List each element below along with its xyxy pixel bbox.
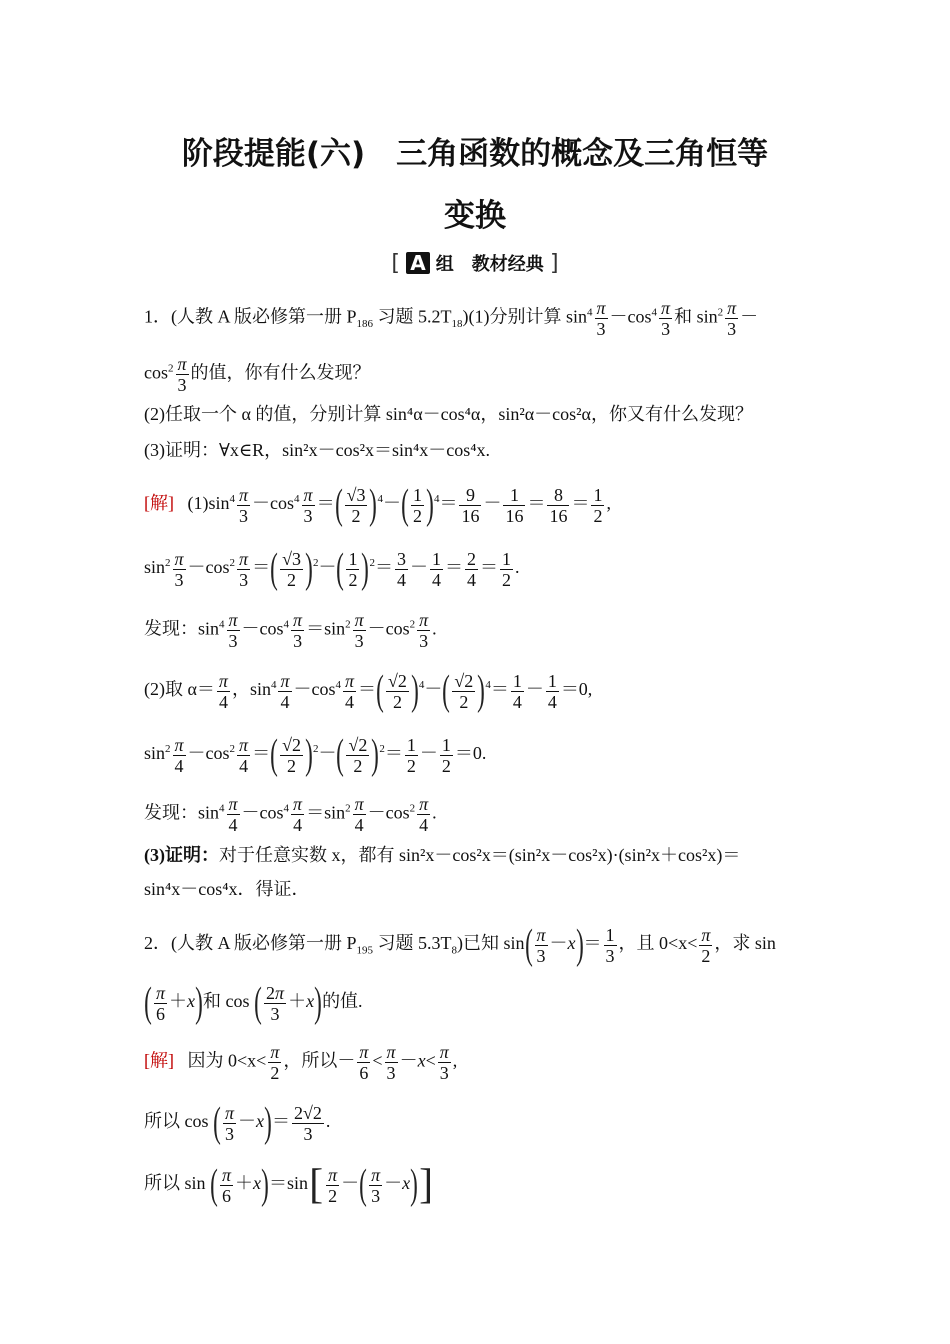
sol1-line1: [解] $(1)\sin^4$ $\frac{\pi}{3}$ $-\cos^4$ $\frac{\pi}{3}$ ＝( $\frac{√3}{2}$ )$^4$－( $\frac{1}{2}$ )$^4$＝ $\frac{9}{16}$ － $\frac{1}{16}$ ＝ $\frac{8}{16}$ ＝ $\frac{1}{2}$ , xyxy=(144,482,611,528)
solution-tag-2: [解] xyxy=(144,1050,174,1071)
sol1-discover1: 发现：$\sin^4$ $\frac{\pi}{3}$ $-\cos^4$ $\frac{\pi}{3}$ $=\sin^2$ $\frac{\pi}{3}$ $-\cos^2$ $\frac{\pi}{3}$ . xyxy=(144,610,437,651)
sol1-part2-line1: (2)取 α＝ $\frac{\pi}{4}$ ，$\sin^4$ $\frac{\pi}{4}$ $-\cos^4$ $\frac{\pi}{4}$ ＝( $\frac{√2}{2}$ )$^4$－( $\frac{√2}{2}$ )$^4$＝ $\frac{1}{4}$ － $\frac{1}{4}$ ＝0, xyxy=(144,668,593,714)
sol2-line3: 所以 sin ( $\frac{\pi}{6}$ ＋x)＝sin[ $\frac{\pi}{2}$ －( $\frac{\pi}{3}$ －x)] xyxy=(144,1162,434,1208)
page-title-line2: 变换 xyxy=(444,198,506,234)
sol2-line1: [解] 因为 0<x< $\frac{\pi}{2}$ ，所以－ $\frac{\pi}{6}$ < $\frac{\pi}{3}$ －x< $\frac{\pi}{3}$ , xyxy=(144,1042,458,1083)
group-label: 组 教材经典 xyxy=(435,254,544,275)
group-heading: [ A 组 教材经典 ] xyxy=(391,251,559,276)
solution-tag: [解] xyxy=(144,493,174,514)
group-badge: A xyxy=(406,252,429,274)
sol1-discover2: 发现：$\sin^4$ $\frac{\pi}{4}$ $-\cos^4$ $\frac{\pi}{4}$ $=\sin^2$ $\frac{\pi}{4}$ $-\cos^2$ $\frac{\pi}{4}$ . xyxy=(144,794,437,835)
q1-part3: (3)证明：∀x∈R，sin²x－cos²x＝sin⁴x－cos⁴x. xyxy=(144,440,491,460)
q2-line2: ( $\frac{\pi}{6}$ ＋x)和 cos ( $\frac{2\pi}{3}$ ＋x)的值. xyxy=(144,980,363,1026)
sol1-line2: $\sin^2$ $\frac{\pi}{3}$ $-\cos^2$ $\frac{\pi}{3}$ ＝( $\frac{√3}{2}$ )$^2$－( $\frac{1}{2}$ )$^2$＝ $\frac{3}{4}$ － $\frac{1}{4}$ ＝ $\frac{2}{4}$ ＝ $\frac{1}{2}$ . xyxy=(144,546,520,592)
q1-line1: 1．(人教 A 版必修第一册 $P_{186}$ 习题 $5.2T_{18})(1)$分别计算 $\sin^4$ $\frac{\pi}{3}$ $-\cos^4$ $\frac{\pi}{3}$ 和 $\sin^2$ $\frac{\pi}{3}$ － xyxy=(144,298,759,339)
page-title-line1: 阶段提能(六) 三角函数的概念及三角恒等 xyxy=(181,136,769,172)
sol1-part3-line1: (3)证明：对于任意实数 x，都有 sin²x－cos²x＝(sin²x－cos²x)·(sin²x＋cos²x)＝ xyxy=(144,845,741,865)
sol2-line2: 所以 cos ( $\frac{\pi}{3}$ －x)＝ $\frac{2√2}{3}$ . xyxy=(144,1100,331,1146)
sol1-part2-line2: $\sin^2$ $\frac{\pi}{4}$ $-\cos^2$ $\frac{\pi}{4}$ ＝( $\frac{√2}{2}$ )$^2$－( $\frac{√2}{2}$ )$^2$＝ $\frac{1}{2}$ － $\frac{1}{2}$ ＝0. xyxy=(144,732,487,778)
q1-part2: (2)任取一个 α 的值，分别计算 sin⁴α－cos⁴α，sin²α－cos²α，你又有什么发现？ xyxy=(144,404,753,424)
q2-line1: 2．(人教 A 版必修第一册 $P_{195}$ 习题 $5.3T_8$)已知 sin( $\frac{\pi}{3}$ －x)＝ $\frac{1}{3}$ ，且 0<x< $\frac{\pi}{2}$ ，求 sin xyxy=(144,922,776,968)
sol1-part3-line2: sin⁴x－cos⁴x．得证． xyxy=(144,879,310,899)
q1-line2: $\cos^2$ $\frac{\pi}{3}$ 的值，你有什么发现？ xyxy=(144,354,371,395)
